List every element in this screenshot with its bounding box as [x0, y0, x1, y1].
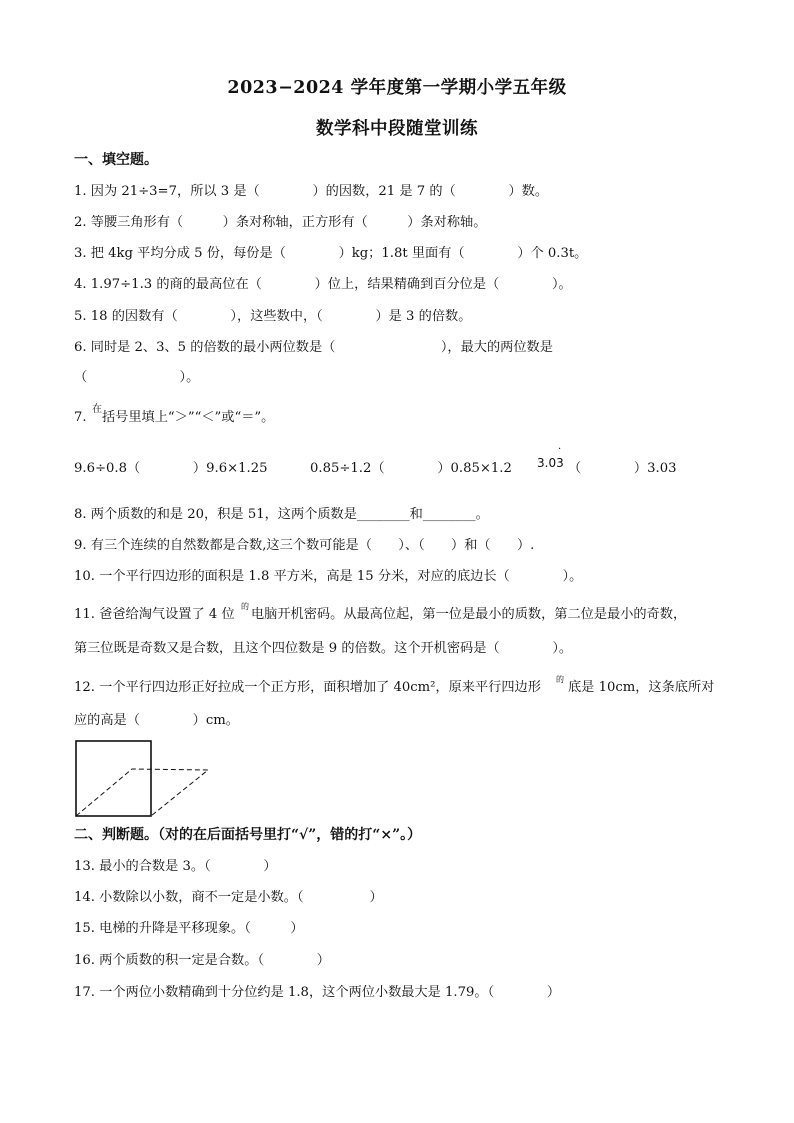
question-11-small-char: 的 [241, 602, 249, 611]
question-7-text: 括号里填上“＞”“＜”或“＝”。 [102, 410, 275, 425]
question-11-part-2: 电脑开机密码。从最高位起，第一位是最小的质数，第二位是最小的奇数， [251, 607, 687, 622]
question-12-small-char: 的 [556, 675, 564, 684]
question-3: 3. 把 4kg 平均分成 5 份，每份是（ ）kg；1.8t 里面有（ ）个 0.3t。 [74, 246, 588, 261]
page-subtitle: 数学科中段随堂训练 [316, 119, 478, 139]
question-11-line-2: 第三位既是奇数又是合数，且这个四位数是 9 的倍数。这个开机密码是（ ）。 [74, 641, 573, 656]
question-17: 17. 一个两位小数精确到十分位约是 1.8，这个两位小数最大是 1.79。（ ） [74, 985, 561, 1000]
question-13: 13. 最小的合数是 3。（ ） [74, 859, 277, 874]
square-shape [76, 741, 151, 816]
question-1: 1. 因为 21÷3=7，所以 3 是（ ）的因数，21 是 7 的（ ）数。 [74, 184, 549, 199]
compare-item-1: 9.6÷0.8（ ）9.6×1.25 [74, 461, 268, 476]
question-12-part-2: 底是 10cm，这条底所对 [568, 680, 715, 695]
question-7-small-char: 在 [92, 404, 102, 415]
question-7-number: 7. [74, 410, 87, 425]
recurring-dot: · [558, 444, 562, 455]
question-5: 5. 18 的因数有（ ），这些数中，（ ）是 3 的倍数。 [74, 309, 472, 324]
question-4: 4. 1.97÷1.3 的商的最高位在（ ）位上，结果精确到百分位是（ ）。 [74, 277, 572, 292]
question-9: 9. 有三个连续的自然数都是合数,这三个数可能是（ ）、（ ）和（ ）. [74, 538, 535, 553]
compare-item-2: 0.85÷1.2（ ）0.85×1.2 [310, 461, 512, 476]
question-11-part-1: 11. 爸爸给淘气设置了 4 位 [74, 607, 235, 622]
question-16: 16. 两个质数的积一定是合数。（ ） [74, 953, 330, 968]
question-6-line-1: 6. 同时是 2、3、5 的倍数的最小两位数是（ ），最大的两位数是 [74, 340, 553, 355]
question-6-line-2: （ ）。 [74, 370, 200, 385]
section-heading-true-false: 二、判断题。（对的在后面括号里打“√”，错的打“×”。） [74, 827, 422, 843]
question-12-part-1: 12. 一个平行四边形正好拉成一个正方形，面积增加了 40cm²，原来平行四边形 [74, 680, 541, 695]
question-15: 15. 电梯的升降是平移现象。（ ） [74, 921, 304, 936]
question-2: 2. 等腰三角形有（ ）条对称轴，正方形有（ ）条对称轴。 [74, 215, 487, 230]
question-12-line-2: 应的高是（ ）cm。 [74, 713, 239, 728]
section-heading-fill-blank: 一、填空题。 [74, 152, 158, 168]
compare-item-3-number: 3.03 [537, 456, 564, 470]
question-8: 8. 两个质数的和是 20，积是 51，这两个质数是________和________。 [74, 507, 489, 522]
page-title: 2023−2024 学年度第一学期小学五年级 [227, 78, 567, 98]
question-10: 10. 一个平行四边形的面积是 1.8 平方米，高是 15 分米，对应的底边长（ ）。 [74, 569, 583, 584]
square-parallelogram-figure [70, 736, 220, 822]
question-14: 14. 小数除以小数，商不一定是小数。（ ） [74, 890, 383, 905]
parallelogram-dashed-shape [76, 769, 208, 816]
compare-item-3-rest: （ ）3.03 [568, 461, 677, 476]
